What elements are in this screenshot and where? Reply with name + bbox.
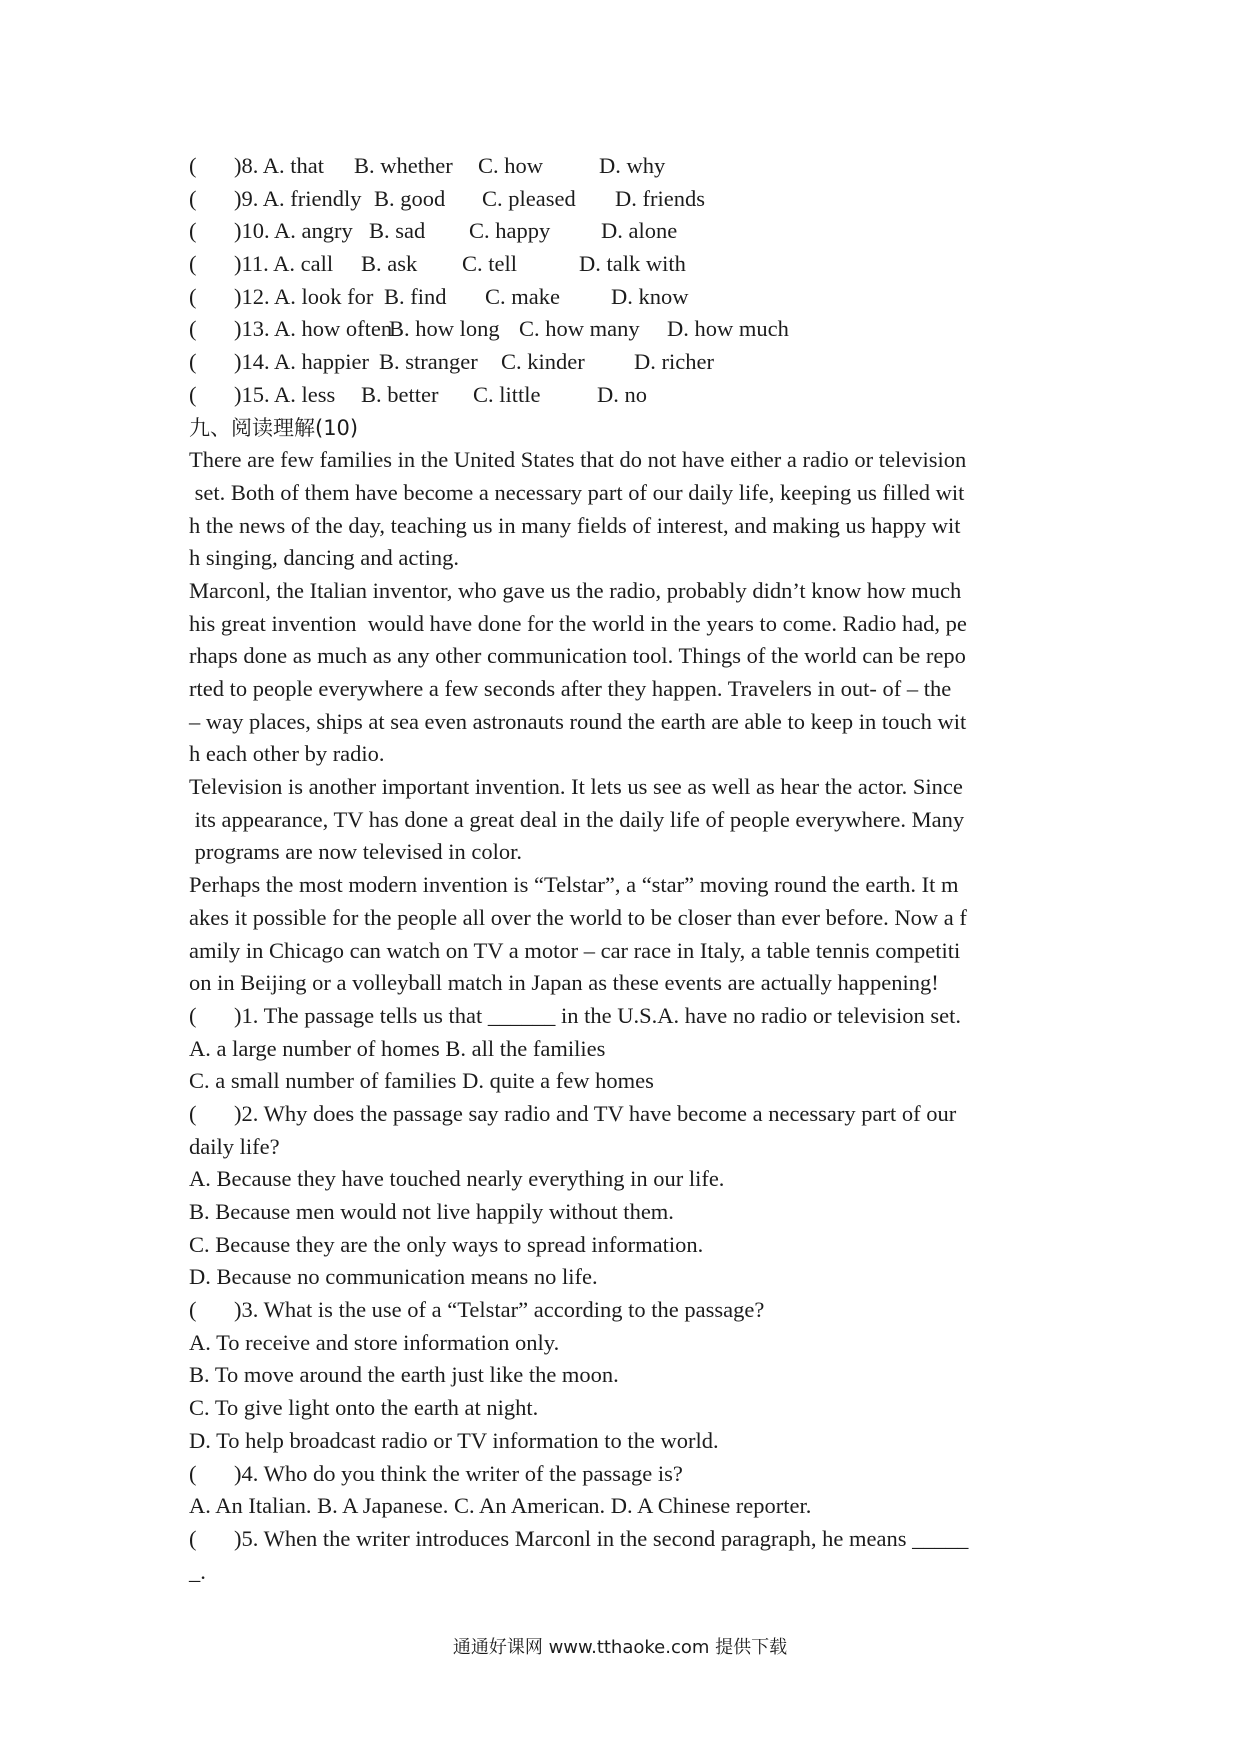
choice-option: D. richer <box>634 349 714 375</box>
passage-line: amily in Chicago can watch on TV a motor – car race in Italy, a table tennis competiti <box>189 937 961 963</box>
passage-line: rted to people everywhere a few seconds after they happen. Travelers in out- of – the <box>189 676 952 701</box>
reading-passage <box>189 444 1059 1000</box>
answer-blank: ( <box>189 381 197 407</box>
option-text: _. <box>189 1558 206 1584</box>
option-text: A. An Italian. B. A Japanese. C. An American. D. A Chinese reporter. <box>189 1493 812 1519</box>
choice-option: B. find <box>384 283 447 309</box>
passage-line: akes it possible for the people all over the world to be closer than ever before. Now a f <box>189 904 967 930</box>
passage-line: his great invention would have done for the world in the years to come. Radio had, pe <box>189 610 967 636</box>
choice-option: D. why <box>599 153 666 178</box>
choice-option: D. alone <box>601 218 678 244</box>
question-option <box>189 1359 1059 1392</box>
question-option <box>189 1065 1059 1098</box>
passage-line: h singing, dancing and acting. <box>189 545 459 571</box>
option-text: C. a small number of families D. quite a few homes <box>189 1068 654 1094</box>
choice-row <box>189 248 1059 281</box>
choice-option: B. ask <box>361 251 418 277</box>
choice-option: C. kinder <box>501 349 585 375</box>
answer-blank: ( <box>189 283 197 309</box>
answer-blank: ( <box>189 1297 197 1323</box>
choice-option: )9. A. friendly <box>234 185 362 211</box>
question-text: )2. Why does the passage say radio and TV have become a necessary part of our <box>234 1100 957 1126</box>
choice-option: C. pleased <box>482 185 576 211</box>
option-text: B. To move around the earth just like the moon. <box>189 1362 619 1388</box>
choice-option: B. better <box>361 381 439 407</box>
answer-blank: ( <box>189 218 197 244</box>
option-text: A. To receive and store information only. <box>189 1329 560 1355</box>
question-text: )5. When the writer introduces Marconl in the second paragraph, he means _____ <box>234 1525 969 1551</box>
choice-row <box>189 183 1059 216</box>
choice-option: D. no <box>597 381 647 407</box>
choice-option: )12. A. look for <box>234 283 374 309</box>
question-option <box>189 1131 1059 1164</box>
choice-option: C. how many <box>519 316 640 342</box>
choice-option: C. tell <box>462 251 517 277</box>
page-content <box>189 150 1059 1588</box>
choice-option: D. talk with <box>579 251 686 277</box>
passage-line: set. Both of them have become a necessary part of our daily life, keeping us filled wit <box>189 479 965 505</box>
question-stem <box>189 1458 1059 1491</box>
passage-line: h each other by radio. <box>189 741 385 767</box>
choice-row <box>189 150 1059 183</box>
choice-row <box>189 379 1059 412</box>
choice-option: )13. A. how often <box>234 316 393 342</box>
answer-blank: ( <box>189 1002 197 1028</box>
option-text: D. Because no communication means no life. <box>189 1264 598 1290</box>
passage-line: on in Beijing or a volleyball match in Japan as these events are actually happening! <box>189 970 939 996</box>
question-stem <box>189 1000 1059 1033</box>
choice-option: C. make <box>485 283 560 309</box>
answer-blank: ( <box>189 251 197 277</box>
choice-option: B. stranger <box>379 349 478 375</box>
passage-line: rhaps done as much as any other communication tool. Things of the world can be repo <box>189 643 966 669</box>
choice-row <box>189 346 1059 379</box>
choice-option: C. little <box>473 381 541 407</box>
choice-option: D. how much <box>667 316 789 342</box>
question-stem <box>189 1523 1059 1556</box>
passage-line: programs are now televised in color. <box>189 839 523 865</box>
option-text: daily life? <box>189 1133 280 1159</box>
answer-blank: ( <box>189 1525 197 1551</box>
question-option <box>189 1425 1059 1458</box>
page-footer: 通通好课网 www.tthaoke.com 提供下载 <box>452 1637 788 1658</box>
choice-option: )8. A. that <box>234 153 324 178</box>
choice-option: )11. A. call <box>234 251 334 277</box>
choice-option: )10. A. angry <box>234 218 353 244</box>
option-text: C. To give light onto the earth at night. <box>189 1395 539 1421</box>
question-option <box>189 1327 1059 1360</box>
question-option <box>189 1556 1059 1589</box>
answer-blank: ( <box>189 1460 197 1486</box>
choice-row <box>189 313 1059 346</box>
choice-option: C. happy <box>469 218 551 244</box>
passage-line: Marconl, the Italian inventor, who gave us the radio, probably didn’t know how much <box>189 577 962 603</box>
question-option <box>189 1033 1059 1066</box>
answer-blank: ( <box>189 349 197 375</box>
question-option <box>189 1163 1059 1196</box>
choice-option: D. know <box>611 283 689 309</box>
question-stem <box>189 1294 1059 1327</box>
section-heading: 九、阅读理解(10) <box>189 415 359 440</box>
question-option <box>189 1229 1059 1262</box>
answer-blank: ( <box>189 1100 197 1126</box>
option-text: A. a large number of homes B. all the families <box>189 1035 606 1061</box>
answer-blank: ( <box>189 153 197 178</box>
question-list <box>189 1000 1059 1588</box>
choice-option: )14. A. happier <box>234 349 369 375</box>
question-text: )3. What is the use of a “Telstar” according to the passage? <box>234 1297 765 1323</box>
choice-option: D. friends <box>615 185 705 211</box>
question-option <box>189 1261 1059 1294</box>
choice-option: B. how long <box>389 316 500 342</box>
passage-line: h the news of the day, teaching us in many fields of interest, and making us happy wit <box>189 512 961 538</box>
question-option <box>189 1392 1059 1425</box>
choice-option: )15. A. less <box>234 381 336 407</box>
passage-line: There are few families in the United States that do not have either a radio or television <box>189 447 967 473</box>
option-text: D. To help broadcast radio or TV information to the world. <box>189 1427 719 1453</box>
choice-option: B. good <box>374 185 446 211</box>
answer-blank: ( <box>189 316 197 342</box>
passage-line: its appearance, TV has done a great deal in the daily life of people everywhere. Many <box>189 806 965 832</box>
passage-line: Television is another important invention. It lets us see as well as hear the actor. Since <box>189 774 963 800</box>
choice-row <box>189 281 1059 314</box>
answer-blank: ( <box>189 185 197 211</box>
passage-line: Perhaps the most modern invention is “Telstar”, a “star” moving round the earth. It m <box>189 872 959 898</box>
choice-option: C. how <box>478 153 544 178</box>
passage-line: – way places, ships at sea even astronauts round the earth are able to keep in touch wit <box>189 708 967 734</box>
option-text: A. Because they have touched nearly everything in our life. <box>189 1166 725 1192</box>
choice-option: B. whether <box>354 153 453 178</box>
choice-option: B. sad <box>369 218 426 244</box>
question-text: )1. The passage tells us that ______ in the U.S.A. have no radio or television set. <box>234 1002 961 1028</box>
question-text: )4. Who do you think the writer of the passage is? <box>234 1460 683 1486</box>
option-text: B. Because men would not live happily without them. <box>189 1199 674 1224</box>
choice-list <box>189 150 1059 412</box>
choice-row <box>189 215 1059 248</box>
question-stem <box>189 1098 1059 1131</box>
option-text: C. Because they are the only ways to spread information. <box>189 1231 704 1257</box>
question-option <box>189 1196 1059 1229</box>
question-option <box>189 1490 1059 1523</box>
